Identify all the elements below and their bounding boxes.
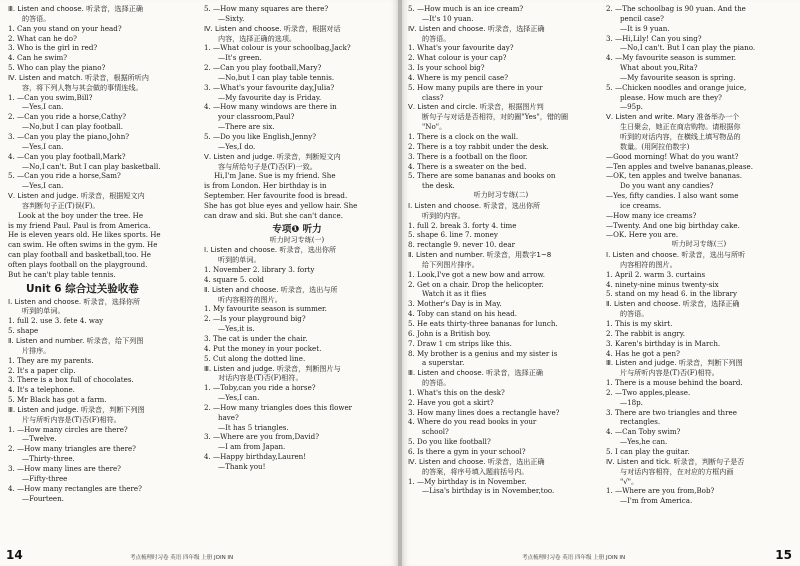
text-line: 容与所给句子是(T)否(F)一致。: [218, 161, 317, 171]
text-line: please. How much are they?: [620, 92, 722, 102]
text-line: is from London. Her birthday is in: [204, 181, 327, 191]
text-line: Watch it as it flies: [422, 289, 487, 299]
section-heading: Ⅴ. Listen and judge. 听录音，根据短文内: [8, 191, 145, 201]
text-line: 1. They are my parents.: [8, 355, 94, 365]
text-line: 1. April 2. warm 3. curtains: [606, 269, 706, 279]
section-heading: Ⅰ. Listen and choose. 听录音，选出与所听: [606, 250, 746, 260]
page-number-right: 15: [775, 548, 792, 562]
text-line: 2. —Can you ride a horse,Cathy?: [8, 112, 127, 122]
text-line: 2. —How many triangles are there?: [8, 444, 136, 454]
section-heading: Ⅳ. Listen and tick. 听录音，判断句子是否: [606, 456, 745, 466]
section-heading: Ⅱ. Listen and number. 听录音，用数字1~8: [408, 250, 552, 260]
text-line: "√"。: [620, 476, 639, 486]
text-line: 5. —Do you like English,Jenny?: [204, 131, 317, 141]
text-line: can draw and ski. But she can't dance.: [204, 210, 343, 220]
text-line: 给下列图片排序。: [422, 259, 479, 269]
text-line: 3. There is a box full of chocolates.: [8, 375, 134, 385]
text-line: 与对话内容相符，在对应的方框内画: [620, 466, 734, 476]
text-line: —There are six.: [218, 122, 275, 132]
text-line: But he can't play table tennis.: [8, 269, 116, 279]
text-line: 3. There are two triangles and three: [606, 407, 737, 417]
text-line: 1. What's your favourite day?: [408, 43, 514, 53]
text-line: 4. —My favourite season is summer.: [606, 53, 737, 63]
text-line: 容，将下列人物与其会做的事情连线。: [22, 82, 143, 92]
text-line: 4. square 5. cold: [204, 274, 264, 284]
text-line: school?: [422, 427, 449, 437]
text-line: —Yes,it is.: [218, 324, 255, 334]
text-line: 4. ninety-nine minus twenty-six: [606, 279, 719, 289]
text-line: —It has 5 triangles.: [218, 422, 289, 432]
text-line: 5. Who can play the piano?: [8, 63, 106, 73]
section-heading: Ⅱ. Listen and choose. 听录音，选出与所: [204, 284, 338, 294]
text-line: pencil case?: [620, 13, 664, 23]
text-line: 1. —My birthday is in November.: [408, 476, 527, 486]
text-line: 4. —How many rectangles are there?: [8, 483, 142, 493]
practice-subtitle-2: 听力时习专练(二): [473, 191, 529, 200]
text-line: 4. There is a sweater on the bed.: [408, 161, 527, 171]
text-line: 的答语。: [620, 309, 649, 319]
text-line: —Ten apples and twelve bananas,please.: [606, 161, 754, 171]
section-heading: Ⅲ. Listen and choose. 听录音，选择正确: [408, 368, 543, 378]
text-line: can play football and basketball,too. He: [8, 250, 151, 260]
text-line: 听到的对话内容，在横线上填写物品的: [620, 131, 741, 141]
text-line: 5. —Can you ride a horse,Sam?: [8, 171, 121, 181]
text-line: 数量。(用阿拉伯数字): [620, 141, 690, 151]
right-page: [402, 0, 800, 566]
text-line: —No,I can't. But I can play basketball.: [22, 161, 161, 171]
text-line: 1. full 2. break 3. forty 4. time: [408, 220, 517, 230]
text-line: —Yes,I can.: [218, 393, 260, 403]
text-line: —No,but I can play football.: [22, 122, 124, 132]
text-line: —Yes,I can.: [22, 181, 64, 191]
text-line: She has got blue eyes and yellow hair. She: [204, 200, 358, 210]
section-heading: Ⅲ. Listen and choose. 听录音，选择正确: [8, 4, 143, 13]
section-heading: Ⅰ. Listen and choose. 听录音，选出你所: [204, 245, 337, 255]
text-line: —Sixty.: [218, 13, 245, 23]
text-line: 1. There is a mouse behind the board.: [606, 378, 743, 388]
section-heading: Ⅱ. Listen and choose. 听录音，选择正确: [606, 299, 740, 309]
text-line: "No"。: [422, 122, 447, 132]
text-line: 4. Where is my pencil case?: [408, 72, 508, 82]
text-line: —Lisa's birthday is in November,too.: [422, 486, 555, 496]
text-line: —How many ice creams?: [606, 210, 697, 220]
text-line: your classroom,Paul?: [218, 112, 295, 122]
text-line: 1. There is a clock on the wall.: [408, 131, 519, 141]
text-line: 5. He eats thirty-three bananas for lunch.: [408, 319, 558, 328]
section-heading: Ⅰ. Listen and choose. 听录音，选出你所: [408, 200, 541, 210]
text-line: 5. How many pupils are there in your: [408, 82, 543, 92]
practice-subtitle-1: 听力时习专练(一): [269, 235, 325, 244]
text-line: 4. Toby can stand on his head.: [408, 309, 518, 319]
text-line: 3. The cat is under the chair.: [204, 334, 308, 343]
text-line: 1. November 2. library 3. forty: [204, 265, 315, 275]
text-line: —Thirty-three.: [22, 454, 75, 464]
text-line: —My favourite season is spring.: [620, 72, 736, 82]
text-line: 片与所听内容是(T)否(F)相符。: [22, 414, 121, 424]
text-line: —Twelve.: [22, 434, 57, 444]
text-line: a superstar.: [422, 358, 465, 368]
text-line: 2. —How many triangles does this flower: [204, 402, 353, 412]
left-page: [0, 0, 398, 566]
text-line: —OK, ten apples and twelve bananas.: [606, 171, 742, 181]
text-line: —Thank you!: [218, 461, 266, 471]
text-line: 听到的单词。: [22, 306, 65, 316]
text-line: —I'm from America.: [620, 496, 693, 506]
section-heading: Ⅳ. Listen and choose. 听录音，选择正确: [408, 23, 545, 33]
footer-right: 考点梳理时习卷 英语 四年级 上册 JOIN IN: [522, 555, 626, 561]
text-line: 2. —The schoolbag is 90 yuan. And the: [606, 4, 746, 13]
text-line: 2. The rabbit is angry.: [606, 328, 686, 338]
text-line: 的答案，将序号填入题前括号内。: [422, 466, 529, 476]
text-line: 对话内容是(T)否(F)相符。: [218, 373, 303, 383]
section-heading: Ⅴ. Listen and write. Mary 准备举办一个: [606, 112, 740, 122]
text-line: 5. shape 6. line 7. money: [408, 230, 498, 240]
text-line: 3. Who is the girl in red?: [8, 43, 98, 53]
section-heading: Ⅱ. Listen and number. 听录音，给下列图: [8, 336, 144, 345]
text-line: —Yes, fifty candies. I also want some: [606, 191, 739, 201]
section-heading: Ⅳ. Listen and match. 听录音，根据所听内: [8, 72, 149, 82]
section-heading: Ⅰ. Listen and choose. 听录音，选择你所: [8, 296, 141, 306]
text-line: 2. It's a paper clip.: [8, 365, 76, 375]
section-heading: Ⅲ. Listen and judge. 听录音，判断下列图: [8, 404, 145, 414]
text-line: 8. My brother is a genius and my sister is: [408, 348, 558, 358]
left-column-2: [204, 4, 390, 472]
text-line: September. Her favourite food is bread.: [204, 191, 348, 201]
text-line: —Fourteen.: [22, 493, 64, 503]
practice-subtitle-3: 听力时习专练(三): [671, 240, 727, 249]
text-line: —Good morning! What do you want?: [606, 151, 739, 161]
text-line: 4. It's a telephone.: [8, 385, 75, 395]
text-line: 3. How many lines does a rectangle have?: [408, 407, 560, 417]
section-heading: Ⅳ. Listen and choose. 听录音，选出正确: [408, 456, 545, 466]
text-line: 2. —Can you play football,Mary?: [204, 63, 322, 73]
text-line: 生日聚会，她正在商店购物。请根据你: [620, 122, 741, 132]
text-line: Do you want any candies?: [620, 181, 714, 191]
section-heading: Ⅲ. Listen and judge. 听录音，判断图片与: [204, 363, 341, 373]
text-line: 的答语。: [22, 13, 51, 23]
text-line: 2. —Two apples,please.: [606, 387, 691, 397]
text-line: 2. —Is your playground big?: [204, 314, 306, 324]
text-line: 3. —Where are you from,David?: [204, 432, 319, 442]
text-line: 2. What can he do?: [8, 33, 77, 43]
text-line: 3. Is your school big?: [408, 63, 485, 73]
text-line: 听到的单词。: [218, 255, 261, 265]
text-line: 片排序。: [22, 345, 51, 355]
text-line: rectangles.: [620, 417, 661, 427]
text-line: 1. —Where are you from,Bob?: [606, 486, 715, 496]
text-line: —I am from Japan.: [218, 442, 286, 452]
text-line: 4. Where do you read books in your: [408, 417, 537, 427]
text-line: —18p.: [620, 397, 643, 407]
text-line: 7. Draw 1 cm strips like this.: [408, 338, 512, 348]
text-line: 5. Mr Black has got a farm.: [8, 395, 107, 405]
right-column-2: [606, 4, 792, 506]
text-line: 1. —Toby,can you ride a horse?: [204, 383, 316, 393]
text-line: 的答语。: [422, 33, 451, 43]
text-line: 2. What colour is your cap?: [408, 53, 507, 63]
text-line: —Yes,he can.: [620, 437, 668, 447]
text-line: 4. —Happy birthday,Lauren!: [204, 452, 307, 462]
text-line: 的答语。: [422, 378, 451, 388]
text-line: 听到的内容。: [422, 210, 465, 220]
text-line: 3. Karen's birthday is in March.: [606, 338, 721, 348]
text-line: —Twenty. And one big birthday cake.: [606, 220, 740, 230]
text-line: ice creams.: [620, 200, 662, 210]
section-heading: Ⅲ. Listen and judge. 听录音，判断下列图: [606, 358, 743, 368]
text-line: —No,but I can play table tennis.: [218, 72, 335, 82]
text-line: class?: [422, 92, 444, 102]
text-line: 3. There is a football on the floor.: [408, 151, 528, 161]
text-line: Look at the boy under the tree. He: [18, 210, 144, 220]
text-line: 5. shape: [8, 326, 39, 336]
unit-title: Unit 6 综合过关验收卷: [26, 282, 139, 295]
text-line: the desk.: [422, 181, 455, 191]
text-line: 3. —How many lines are there?: [8, 463, 121, 473]
text-line: 2. There is a toy rabbit under the desk.: [408, 141, 549, 151]
text-line: 容判断句子正(T)误(F)。: [22, 200, 100, 210]
text-line: can swim. He often swims in the gym. He: [8, 240, 158, 250]
text-line: 3. —What's your favourite day,Julia?: [204, 82, 335, 92]
text-line: 5. —Chicken noodles and orange juice,: [606, 82, 747, 92]
text-line: —OK. Here you are.: [606, 230, 679, 240]
text-line: 1. Look,I've got a new bow and arrow.: [408, 269, 546, 279]
text-line: 5. There are some bananas and books on: [408, 171, 556, 181]
text-line: 4. —How many windows are there in: [204, 102, 337, 112]
text-line: 1. Can you stand on your head?: [8, 23, 122, 33]
text-line: 1. —How many circles are there?: [8, 424, 128, 434]
text-line: 3. Mother's Day is in May.: [408, 299, 502, 309]
text-line: —95p.: [620, 102, 643, 112]
text-line: 1. This is my skirt.: [606, 319, 673, 328]
text-line: He is eleven years old. He likes sports. He: [8, 230, 161, 240]
section-heading: Ⅳ. Listen and choose. 听录音，根据对话: [204, 23, 341, 33]
page-number-left: 14: [6, 548, 23, 562]
text-line: 4. —Can Toby swim?: [606, 427, 681, 437]
text-line: —My favourite day is Friday.: [218, 92, 322, 102]
text-line: 6. John is a British boy.: [408, 328, 491, 338]
text-line: 8. rectangle 9. never 10. dear: [408, 240, 516, 250]
text-line: —It's green.: [218, 53, 262, 63]
text-line: 1. —Can you swim,Bill?: [8, 92, 93, 102]
text-line: have?: [218, 412, 239, 422]
text-line: —It is 9 yuan.: [620, 23, 670, 33]
special-title: 专项❶ 听力: [272, 223, 322, 235]
section-heading: Ⅴ. Listen and circle. 听录音，根据图片判: [408, 102, 544, 112]
text-line: 5. I can play the guitar.: [606, 446, 690, 456]
text-line: —Yes,I do.: [218, 141, 256, 151]
text-line: is my friend Paul. Paul is from America.: [8, 220, 151, 230]
left-column-1: [8, 4, 194, 503]
text-line: 4. Can he swim?: [8, 53, 68, 63]
text-line: 2. Get on a chair. Drop the helicopter.: [408, 279, 544, 289]
right-column-1: [408, 4, 594, 496]
text-line: 片与所听内容是(T)否(F)相符。: [620, 368, 719, 378]
text-line: 3. —Can you play the piano,John?: [8, 131, 130, 141]
text-line: —Yes,I can.: [22, 102, 64, 112]
text-line: 3. —Hi,Lily! Can you sing?: [606, 33, 702, 43]
text-line: 1. —What colour is your schoolbag,Jack?: [204, 43, 351, 53]
text-line: 内容相符的图片。: [620, 259, 677, 269]
text-line: Hi,I'm Jane. Sue is my friend. She: [214, 171, 336, 181]
text-line: 5. stand on my head 6. in the library: [606, 289, 738, 299]
text-line: 5. Cut along the dotted line.: [204, 353, 306, 363]
text-line: 5. —How many squares are there?: [204, 4, 329, 13]
text-line: 5. —How much is an ice cream?: [408, 4, 524, 13]
text-line: 1. full 2. use 3. fete 4. way: [8, 316, 104, 326]
text-line: 内容，选择正确的选项。: [218, 33, 297, 43]
text-line: —It's 10 yuan.: [422, 13, 474, 23]
footer-left: 考点梳理时习卷 英语 四年级 上册 JOIN IN: [130, 555, 234, 561]
text-line: 2. Have you got a skirt?: [408, 397, 494, 407]
text-line: 听内容相符的图片。: [218, 294, 282, 304]
text-line: 4. —Can you play football,Mark?: [8, 151, 126, 161]
text-line: 6. Is there a gym in your school?: [408, 446, 526, 456]
text-line: 1. What's this on the desk?: [408, 387, 505, 397]
text-line: —Fifty-three: [22, 473, 68, 483]
text-line: 4. Put the money in your pocket.: [204, 343, 322, 353]
text-line: 4. Has he got a pen?: [606, 348, 680, 358]
text-line: 断句子与对话是否相符，对的圈"Yes"，错的圈: [422, 112, 569, 122]
text-line: 5. Do you like football?: [408, 437, 491, 447]
section-heading: Ⅴ. Listen and judge. 听录音，判断短文内: [204, 151, 341, 161]
text-line: 1. My favourite season is summer.: [204, 304, 327, 314]
text-line: often plays football on the playground.: [8, 259, 148, 269]
text-line: —No,I can't. But I can play the piano.: [620, 43, 756, 53]
text-line: —Yes,I can.: [22, 141, 64, 151]
text-line: What about you,Rita?: [620, 63, 698, 73]
